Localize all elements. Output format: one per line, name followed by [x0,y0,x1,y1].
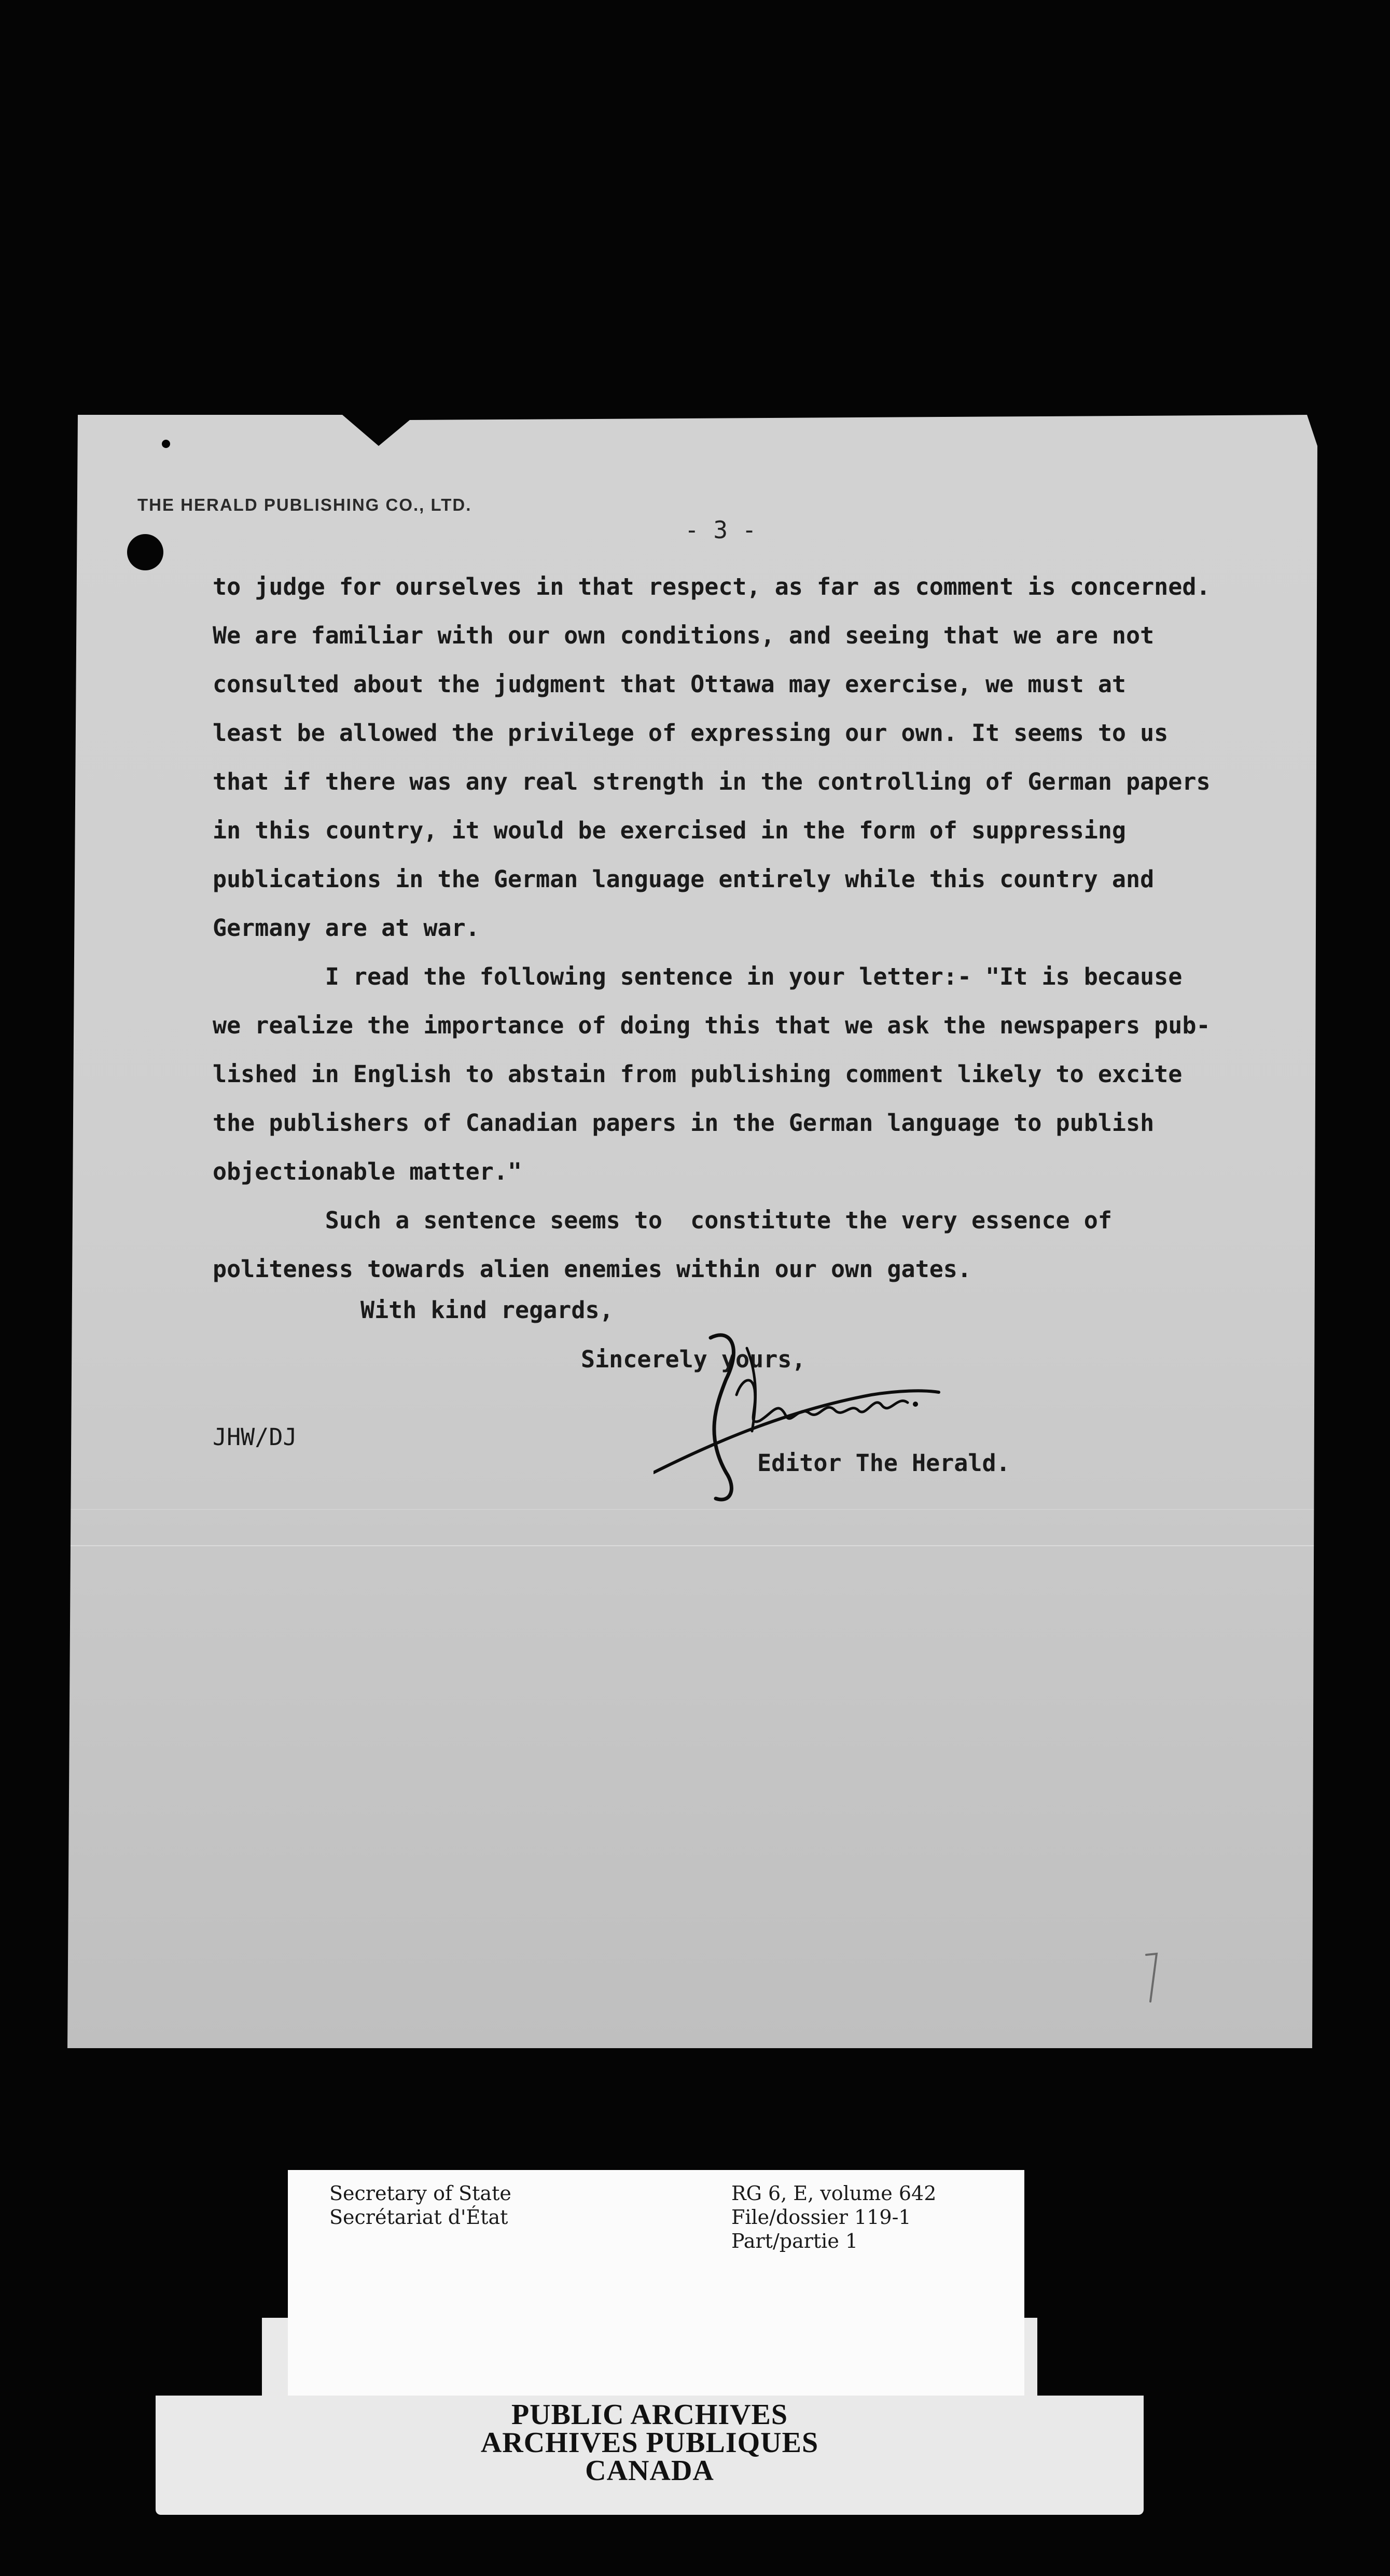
fold-line [67,1509,1317,1510]
body-line: least be allowed the privilege of expressing our own. It seems to us [213,719,1169,747]
body-line: in this country, it would be exercised in the form of suppressing [213,817,1126,844]
stamp-line: PUBLIC ARCHIVES [511,2399,788,2431]
body-line: politeness towards alien enemies within our own gates. [213,1255,971,1283]
body-line: We are familiar with our own conditions, and seeing that we are not [213,622,1155,649]
public-archives-stamp [156,2401,1144,2485]
stamp-line: ARCHIVES PUBLIQUES [480,2427,819,2459]
department-fr: Secrétariat d'État [329,2206,508,2229]
handwritten-signature [654,1317,944,1509]
body-line: publications in the German language entirely while this country and [213,865,1155,893]
letterhead: THE HERALD PUBLISHING CO., LTD. [137,495,472,514]
body-line: the publishers of Canadian papers in the German language to publish [213,1109,1155,1137]
punch-hole [127,534,163,570]
backing-notch [156,2318,262,2396]
body-line: Germany are at war. [213,914,480,942]
page-number: - 3 - [685,516,757,544]
part-reference: Part/partie 1 [731,2230,858,2252]
ink-speck [162,440,170,448]
body-line: to judge for ourselves in that respect, as far as comment is concerned. [213,573,1211,600]
typist-initials: JHW/DJ [213,1423,297,1451]
signer-title: Editor The Herald. [757,1449,1010,1477]
letter-body [213,563,1271,1294]
closing-line: With kind regards, [360,1296,614,1324]
sign-off: Sincerely yours, [581,1346,806,1373]
department-en: Secretary of State [329,2182,511,2205]
body-line: that if there was any real strength in the controlling of German papers [213,768,1211,795]
archive-label-card [288,2170,1024,2396]
body-line: Such a sentence seems to constitute the very essence of [213,1207,1112,1234]
backing-notch [1037,2318,1144,2396]
stamp-line: CANADA [585,2455,714,2487]
body-line: consulted about the judgment that Ottawa may exercise, we must at [213,670,1126,698]
body-line: lished in English to abstain from publishing comment likely to excite [213,1060,1183,1088]
body-line: objectionable matter." [213,1158,522,1185]
body-line: we realize the importance of doing this that we ask the newspapers pub- [213,1012,1211,1039]
record-group-reference: RG 6, E, volume 642 [731,2182,937,2205]
file-reference: File/dossier 119-1 [731,2206,911,2229]
pencil-mark [1141,1950,1162,2007]
body-line: I read the following sentence in your letter:- "It is because [213,963,1183,990]
fold-line [67,1545,1317,1546]
